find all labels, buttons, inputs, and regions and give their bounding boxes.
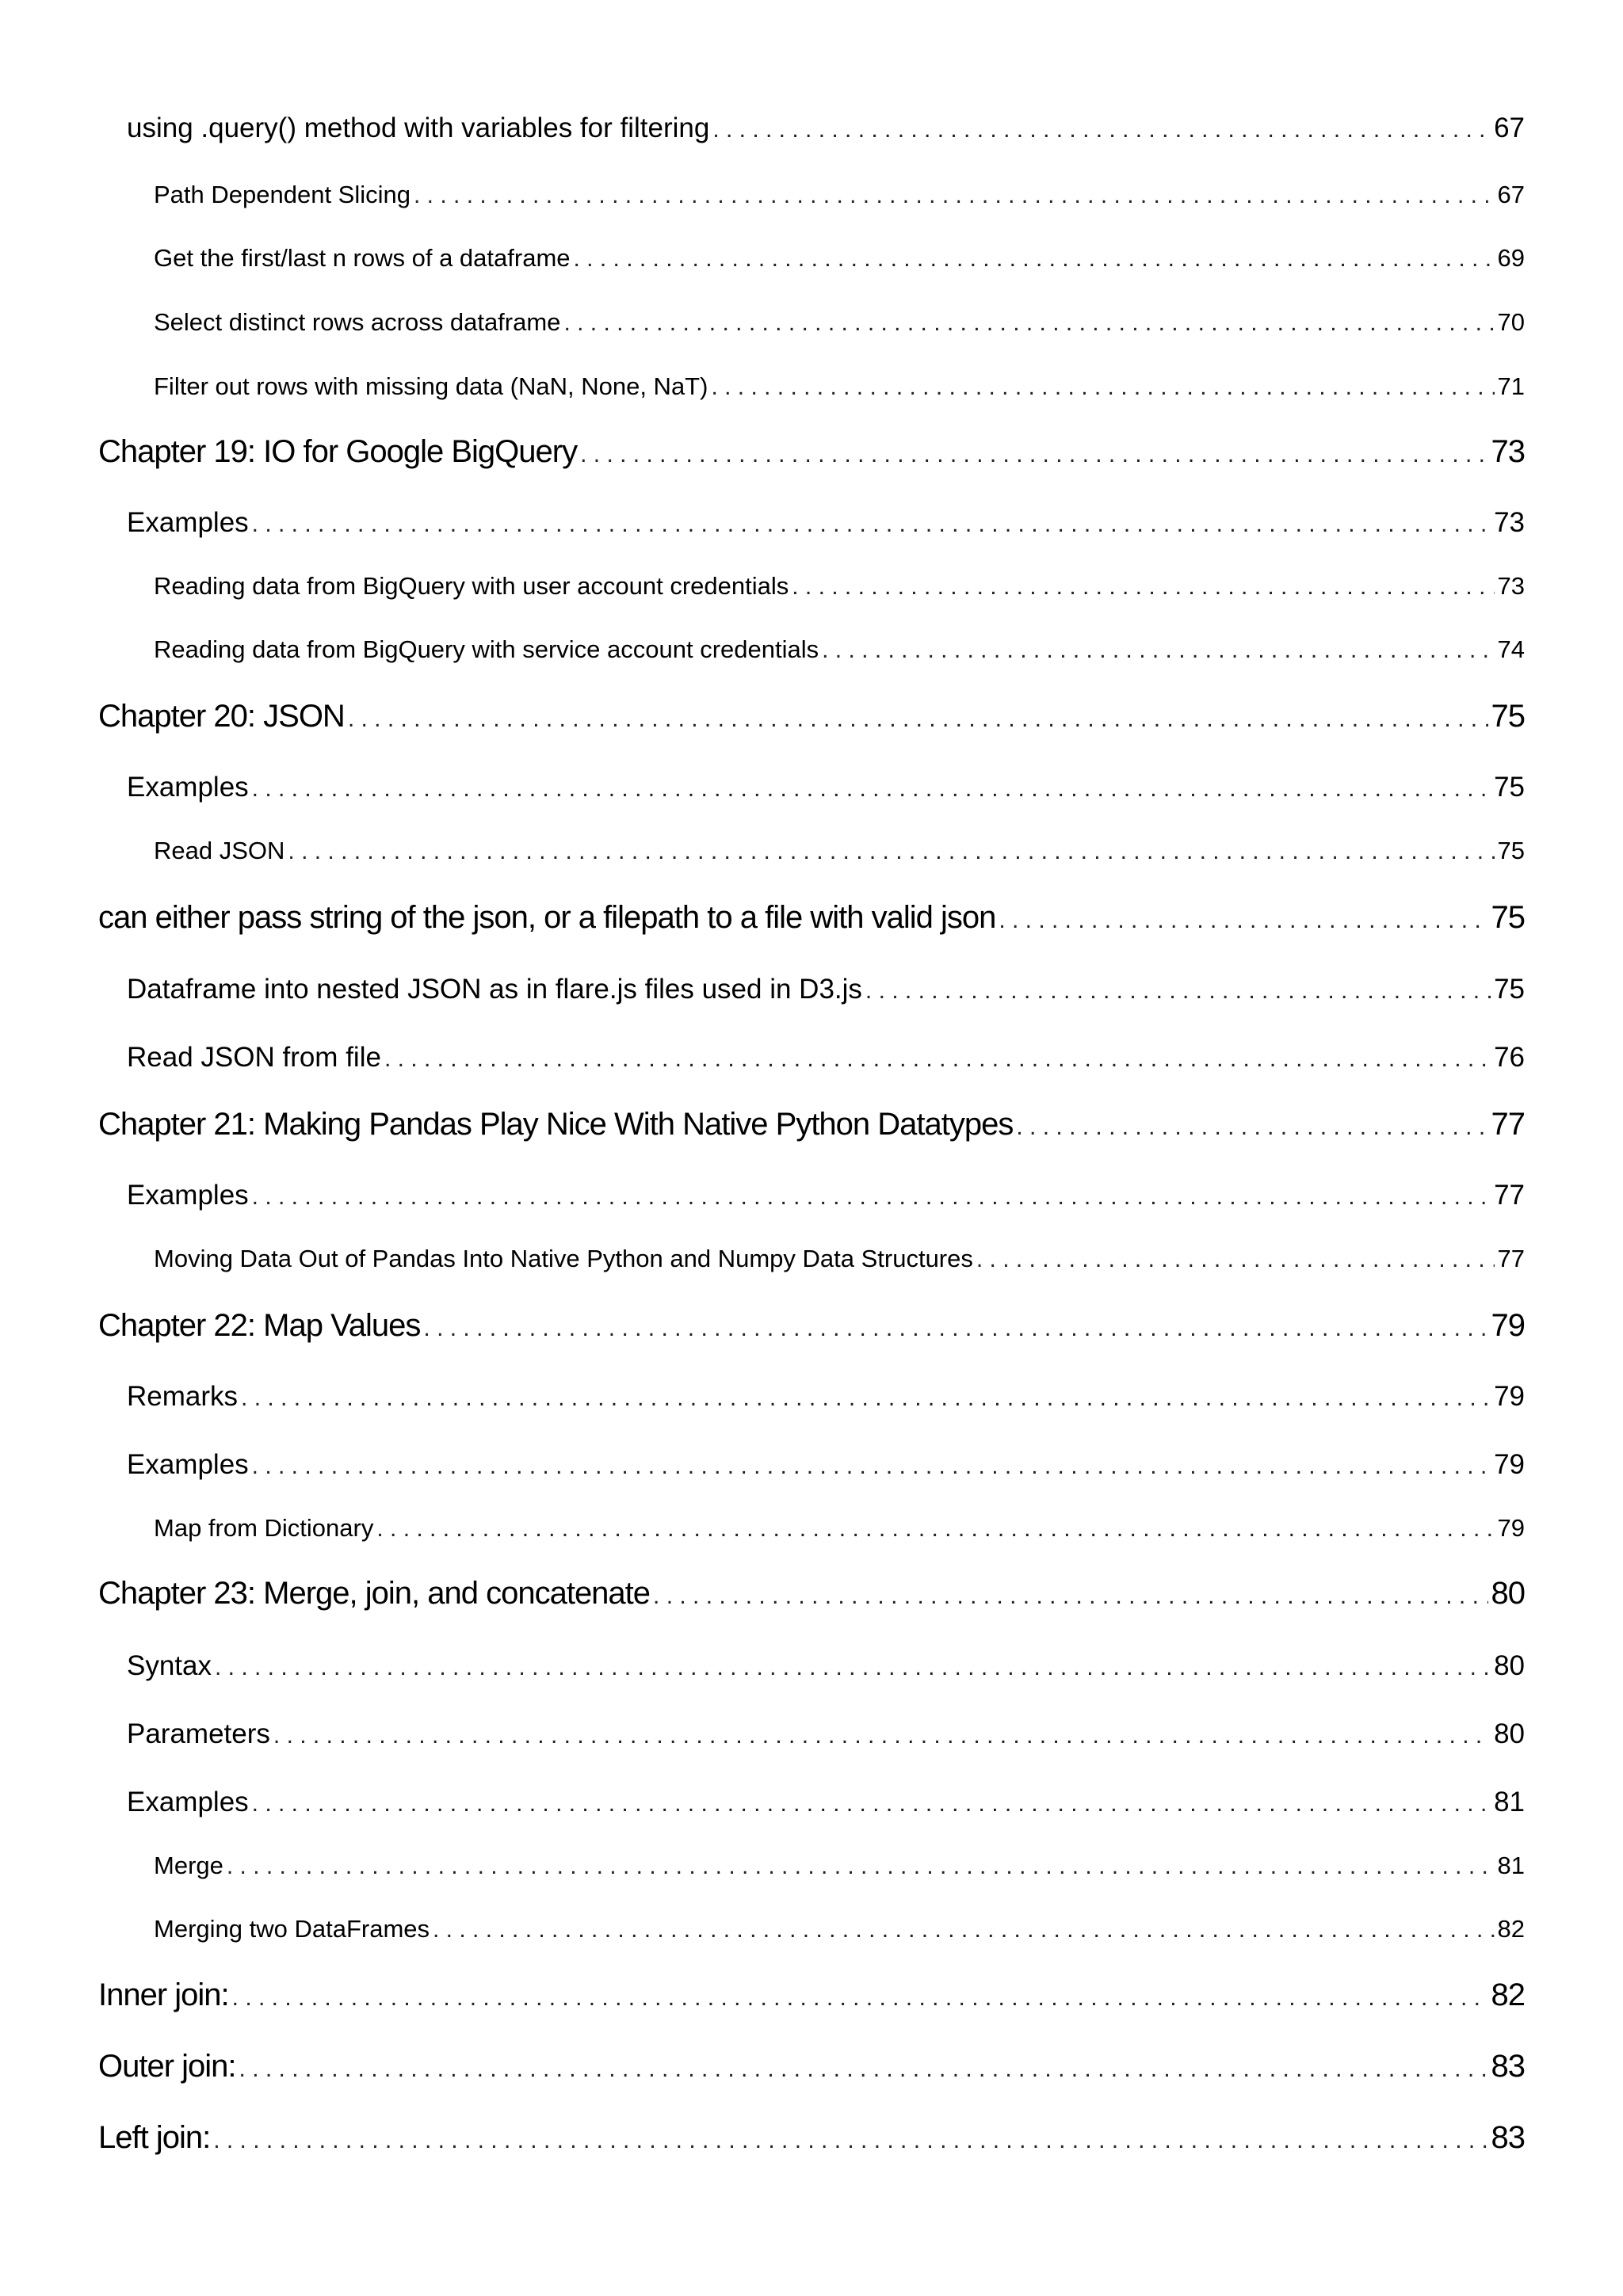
toc-entry[interactable] [0, 699, 1623, 734]
toc-entry-title: Path Dependent Slicing [154, 181, 411, 208]
dot-leader [423, 1315, 1487, 1342]
toc-entry-page: 70 [1497, 308, 1525, 336]
dot-leader [999, 907, 1487, 934]
toc-entry[interactable] [0, 1650, 1623, 1682]
toc-entry[interactable] [0, 372, 1623, 401]
toc-entry[interactable] [0, 1381, 1623, 1413]
toc-entry[interactable] [0, 1787, 1623, 1818]
toc-entry[interactable] [0, 244, 1623, 273]
dot-leader [1016, 1114, 1487, 1141]
toc-entry[interactable] [0, 1308, 1623, 1344]
dot-leader [348, 706, 1488, 733]
dot-leader [227, 1853, 1495, 1880]
dot-leader [252, 1791, 1491, 1817]
toc-entry-title: Reading data from BigQuery with service account credentials [154, 635, 819, 663]
toc-entry-page: 82 [1497, 1915, 1525, 1943]
toc-entry-page: 73 [1491, 434, 1525, 469]
toc-entry[interactable] [0, 1514, 1623, 1543]
toc-entry-page: 77 [1491, 1107, 1525, 1142]
toc-entry-page: 81 [1497, 1852, 1525, 1879]
toc-entry[interactable] [0, 181, 1623, 209]
toc-entry-title: Chapter 23: Merge, join, and concatenate [98, 1576, 651, 1611]
toc-entry-title: Examples [127, 1180, 249, 1211]
toc-entry-title: Moving Data Out of Pandas Into Native Python and Numpy Data Structures [154, 1245, 973, 1272]
toc-entry-page: 80 [1494, 1718, 1525, 1749]
toc-entry-title: Reading data from BigQuery with user account credentials [154, 572, 789, 600]
toc-entry[interactable] [0, 1180, 1623, 1211]
toc-entry-page: 75 [1491, 900, 1525, 935]
toc-entry-title: Examples [127, 507, 249, 538]
toc-entry-page: 75 [1491, 699, 1525, 734]
toc-entry-title: Merge [154, 1852, 223, 1879]
dot-leader [712, 116, 1491, 143]
toc-entry-title: Syntax [127, 1650, 212, 1681]
toc-entry-title: Chapter 21: Making Pandas Play Nice With Native Python Datatypes [98, 1107, 1014, 1142]
dot-leader [215, 1654, 1491, 1681]
toc-entry-page: 77 [1497, 1245, 1525, 1272]
dot-leader [653, 1583, 1487, 1610]
toc-entry-page: 67 [1494, 113, 1525, 143]
toc-entry[interactable] [0, 900, 1623, 936]
dot-leader [252, 1453, 1491, 1480]
dot-leader [865, 978, 1491, 1005]
toc-entry-page: 76 [1494, 1042, 1525, 1073]
toc-entry[interactable] [0, 837, 1623, 865]
toc-entry-page: 79 [1491, 1308, 1525, 1343]
toc-entry-page: 69 [1497, 244, 1525, 272]
dot-leader [376, 1516, 1494, 1543]
toc-entry[interactable] [0, 2120, 1623, 2156]
toc-entry-title: Examples [127, 772, 249, 803]
toc-entry-page: 79 [1497, 1514, 1525, 1542]
toc-entry-title: Map from Dictionary [154, 1514, 374, 1542]
dot-leader [252, 1184, 1491, 1211]
toc-entry-page: 83 [1491, 2049, 1525, 2084]
toc-entry[interactable] [0, 1245, 1623, 1273]
dot-leader [711, 374, 1494, 401]
toc-entry[interactable] [0, 308, 1623, 337]
toc-entry-title: Merging two DataFrames [154, 1915, 430, 1943]
toc-entry-title: Outer join: [98, 2049, 236, 2084]
toc-entry-title: Examples [127, 1449, 249, 1480]
toc-entry-page: 82 [1491, 1978, 1525, 2012]
dot-leader [232, 1985, 1488, 2012]
dot-leader [213, 2127, 1487, 2154]
toc-entry-page: 80 [1491, 1576, 1525, 1611]
toc-entry[interactable] [0, 572, 1623, 601]
dot-leader [252, 511, 1491, 538]
toc-entry[interactable] [0, 1449, 1623, 1481]
toc-entry[interactable] [0, 1107, 1623, 1142]
dot-leader [414, 182, 1495, 209]
toc-entry-title: can either pass string of the json, or a filepath to a file with valid json [98, 900, 996, 935]
dot-leader [574, 246, 1495, 273]
toc-entry-title: Filter out rows with missing data (NaN, None, NaT) [154, 372, 708, 400]
dot-leader [288, 838, 1494, 865]
toc-entry-page: 80 [1494, 1650, 1525, 1681]
toc-entry-page: 75 [1497, 837, 1525, 864]
toc-entry-page: 75 [1494, 772, 1525, 803]
toc-entry-title: using .query() method with variables for filtering [127, 113, 710, 143]
dot-leader [563, 310, 1494, 337]
toc-entry-page: 81 [1494, 1787, 1525, 1817]
dot-leader [252, 776, 1491, 803]
dot-leader [273, 1722, 1491, 1749]
toc-entry[interactable] [0, 974, 1623, 1005]
toc-entry-title: Remarks [127, 1381, 239, 1412]
toc-entry[interactable] [0, 1978, 1623, 2013]
toc-entry[interactable] [0, 1576, 1623, 1611]
dot-leader [384, 1046, 1491, 1073]
toc-entry[interactable] [0, 1042, 1623, 1074]
dot-leader [822, 637, 1494, 664]
toc-entry-title: Read JSON from file [127, 1042, 381, 1073]
dot-leader [792, 574, 1494, 601]
toc-entry[interactable] [0, 1915, 1623, 1943]
toc-entry[interactable] [0, 434, 1623, 470]
toc-entry-page: 83 [1491, 2120, 1525, 2155]
dot-leader [580, 441, 1487, 468]
toc-entry-title: Read JSON [154, 837, 285, 864]
toc-entry-title: Chapter 20: JSON [98, 699, 345, 734]
toc-entry-title: Chapter 22: Map Values [98, 1308, 421, 1343]
dot-leader [433, 1917, 1495, 1943]
toc-entry-page: 74 [1497, 635, 1525, 663]
toc-entry[interactable] [0, 113, 1623, 144]
toc-entry-title: Inner join: [98, 1978, 229, 2012]
toc-entry-title: Examples [127, 1787, 249, 1817]
dot-leader [241, 1385, 1491, 1412]
dot-leader [976, 1246, 1495, 1273]
toc-entry-title: Select distinct rows across dataframe [154, 308, 561, 336]
toc-entry-page: 67 [1497, 181, 1525, 208]
toc-entry[interactable] [0, 1852, 1623, 1880]
toc-entry-page: 71 [1497, 372, 1525, 400]
dot-leader [239, 2056, 1488, 2083]
toc-entry-page: 79 [1494, 1381, 1525, 1412]
toc-entry-page: 73 [1497, 572, 1525, 600]
toc-entry[interactable] [0, 635, 1623, 664]
toc-entry-title: Get the first/last n rows of a dataframe [154, 244, 571, 272]
toc-entry-title: Chapter 19: IO for Google BigQuery [98, 434, 578, 469]
toc-entry[interactable] [0, 507, 1623, 539]
toc-entry-page: 77 [1494, 1180, 1525, 1211]
toc-entry-title: Parameters [127, 1718, 270, 1749]
toc-entry-title: Left join: [98, 2120, 211, 2155]
toc-entry[interactable] [0, 1718, 1623, 1750]
toc-entry[interactable] [0, 772, 1623, 803]
toc-entry[interactable] [0, 2049, 1623, 2084]
toc-entry-title: Dataframe into nested JSON as in flare.js files used in D3.js [127, 974, 862, 1005]
toc-entry-page: 73 [1494, 507, 1525, 538]
toc-entry-page: 79 [1494, 1449, 1525, 1480]
toc-entry-page: 75 [1494, 974, 1525, 1005]
